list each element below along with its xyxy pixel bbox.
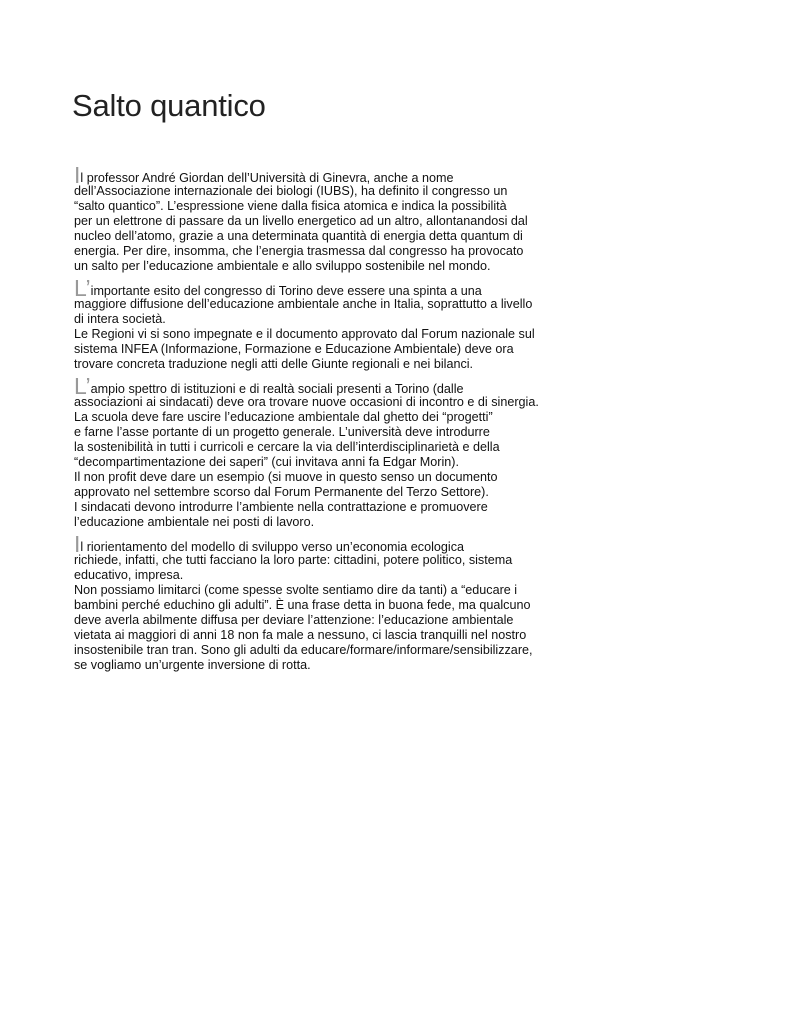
drop-cap: I	[74, 162, 81, 188]
paragraph	[74, 373, 574, 530]
text-line: I sindacati devono introdurre l’ambiente nella contrattazione e promuovere	[74, 500, 488, 514]
paragraph-first-line	[74, 373, 574, 399]
first-line-text: importante esito del congresso di Torino deve essere una spinta a una	[90, 284, 482, 298]
text-line: Il non profit deve dare un esempio (si muove in questo senso un documento	[74, 470, 498, 484]
paragraph	[74, 162, 574, 274]
text-line: educativo, impresa.	[74, 568, 184, 582]
text-line: sistema INFEA (Informazione, Formazione e Educazione Ambientale) deve ora	[74, 342, 514, 356]
page-title: Salto quantico	[72, 88, 266, 123]
text-line: nucleo dell’atomo, grazie a una determinata quantità di energia detta quantum di	[74, 229, 523, 243]
text-line: “salto quantico”. L’espressione viene dalla fisica atomica e indica la possibilità	[74, 199, 507, 213]
text-line: La scuola deve fare uscire l’educazione ambientale dal ghetto dei “progetti”	[74, 410, 493, 424]
article-body	[74, 162, 574, 678]
text-line: “decompartimentazione dei saperi” (cui invitava anni fa Edgar Morin).	[74, 455, 459, 469]
text-line: la sostenibilità in tutti i curricoli e cercare la via dell’interdisciplinarietà e della	[74, 440, 500, 454]
text-line: l’educazione ambientale nei posti di lavoro.	[74, 515, 315, 529]
text-line: associazioni ai sindacati) deve ora trovare nuove occasioni di incontro e di sinergia.	[74, 395, 539, 409]
text-line: energia. Per dire, insomma, che l’energia trasmessa dal congresso ha provocato	[74, 244, 524, 258]
text-line: approvato nel settembre scorso dal Forum Permanente del Terzo Settore).	[74, 485, 489, 499]
paragraph-first-line	[74, 162, 574, 188]
text-line: se vogliamo un’urgente inversione di rotta.	[74, 658, 311, 672]
text-line: richiede, infatti, che tutti facciano la loro parte: cittadini, potere politico, sistema	[74, 553, 513, 567]
first-line-text: ampio spettro di istituzioni e di realtà sociali presenti a Torino (dalle	[90, 382, 464, 396]
text-line: Le Regioni vi si sono impegnate e il documento approvato dal Forum nazionale sul	[74, 327, 535, 341]
text-line: maggiore diffusione dell’educazione ambientale anche in Italia, soprattutto a livello	[74, 297, 533, 311]
text-line: di intera società.	[74, 312, 166, 326]
text-line: deve averla abilmente diffusa per deviare l’attenzione: l’educazione ambientale	[74, 613, 514, 627]
text-line: un salto per l’educazione ambientale e allo sviluppo sostenibile nel mondo.	[74, 259, 491, 273]
first-line-text: l riorientamento del modello di sviluppo verso un’economia ecologica	[80, 540, 465, 554]
text-line: e farne l’asse portante di un progetto generale. L’università deve introdurre	[74, 425, 490, 439]
paragraph-first-line	[74, 531, 574, 557]
text-line: dell’Associazione internazionale dei biologi (IUBS), ha definito il congresso un	[74, 184, 508, 198]
text-line: trovare concreta traduzione negli atti delle Giunte regionali e nei bilanci.	[74, 357, 474, 371]
first-line-text: l professor André Giordan dell’Università di Ginevra, anche a nome	[80, 171, 454, 185]
text-line: insostenibile tran tran. Sono gli adulti da educare/formare/informare/sensibilizzare,	[74, 643, 533, 657]
text-line: vietata ai maggiori di anni 18 non fa male a nessuno, ci lascia tranquilli nel nostro	[74, 628, 527, 642]
text-line: bambini perché educhino gli adulti”. È una frase detta in buona fede, ma qualcuno	[74, 598, 531, 612]
paragraph	[74, 531, 574, 673]
text-line: per un elettrone di passare da un livello energetico ad un altro, allontanandosi dal	[74, 214, 528, 228]
drop-cap: L’	[74, 275, 91, 301]
paragraph	[74, 275, 574, 372]
drop-cap: I	[74, 531, 81, 557]
drop-cap: L’	[74, 373, 91, 399]
paragraph-first-line	[74, 275, 574, 301]
text-line: Non possiamo limitarci (come spesse svolte sentiamo dire da tanti) a “educare i	[74, 583, 518, 597]
